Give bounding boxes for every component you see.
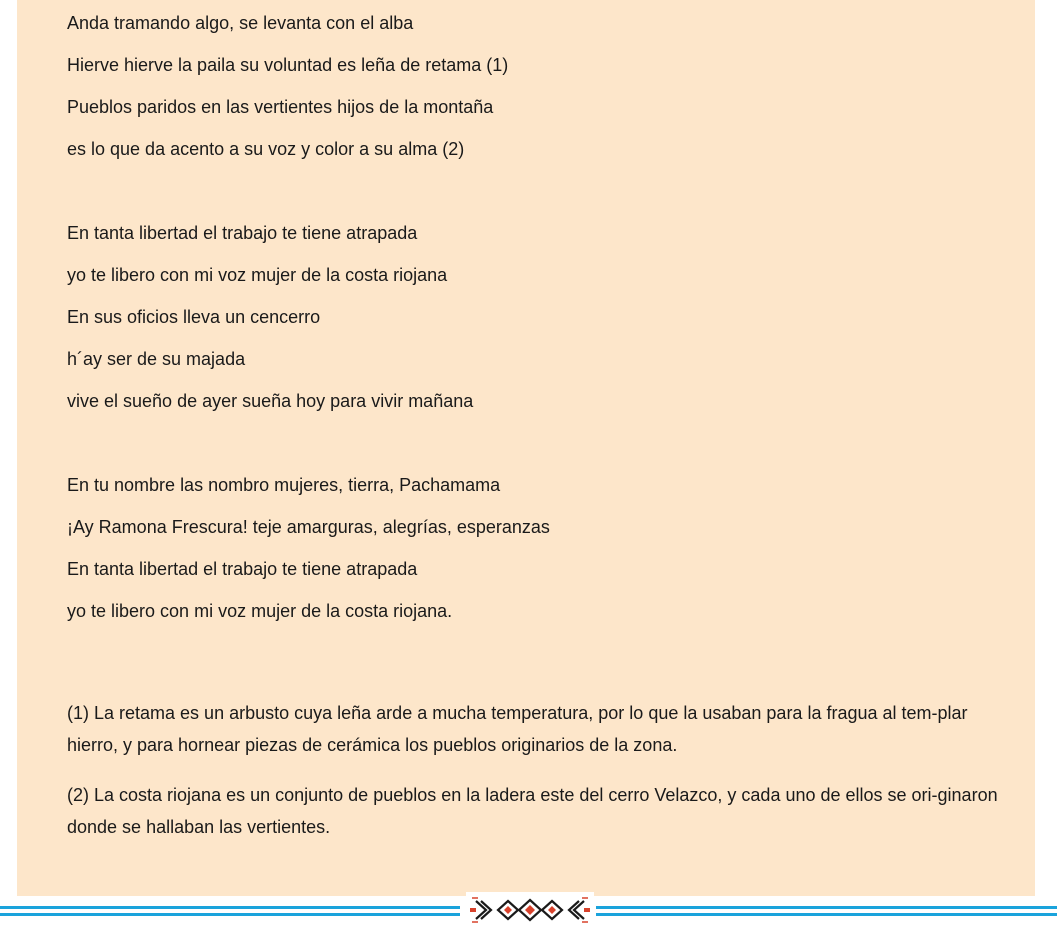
poem-line: yo te libero con mi voz mujer de la costa riojana bbox=[67, 265, 448, 285]
poem-line: En sus oficios lleva un cencerro bbox=[67, 307, 321, 327]
footer-rule-right-bottom bbox=[596, 913, 1057, 916]
poem-line: En tu nombre las nombro mujeres, tierra, Pachamama bbox=[67, 475, 501, 495]
poem-line: vive el sueño de ayer sueña hoy para vivir mañana bbox=[67, 391, 474, 411]
footer-rule-left-top bbox=[0, 906, 460, 909]
footnote-1: (1) La retama es un arbusto cuya leña arde a mucha temperatura, por lo que la usaban para la fragua al tem-plar hierro, y para hornear piezas de cerámica los pueblos originarios de la zona. bbox=[67, 703, 968, 755]
poem-line: Anda tramando algo, se levanta con el alba bbox=[67, 13, 414, 33]
footer-rule-right-top bbox=[596, 906, 1057, 909]
andean-diamond-ornament-icon bbox=[466, 892, 594, 928]
poem-line: h´ay ser de su majada bbox=[67, 349, 246, 369]
poem-line: Pueblos paridos en las vertientes hijos de la montaña bbox=[67, 97, 494, 117]
poem-line: Hierve hierve la paila su voluntad es leña de retama (1) bbox=[67, 55, 509, 75]
footnote-2: (2) La costa riojana es un conjunto de pueblos en la ladera este del cerro Velazco, y cada uno de ellos se ori-ginaron donde se hallaban las vertientes. bbox=[67, 785, 998, 837]
poem-line: yo te libero con mi voz mujer de la costa riojana. bbox=[67, 601, 453, 621]
poem-line: En tanta libertad el trabajo te tiene atrapada bbox=[67, 223, 418, 243]
poem-line: ¡Ay Ramona Frescura! teje amarguras, alegrías, esperanzas bbox=[67, 517, 550, 537]
poem-line: En tanta libertad el trabajo te tiene atrapada bbox=[67, 559, 418, 579]
poem-line: es lo que da acento a su voz y color a su alma (2) bbox=[67, 139, 465, 159]
footer-rule-left-bottom bbox=[0, 913, 460, 916]
poem-panel bbox=[17, 0, 1035, 896]
